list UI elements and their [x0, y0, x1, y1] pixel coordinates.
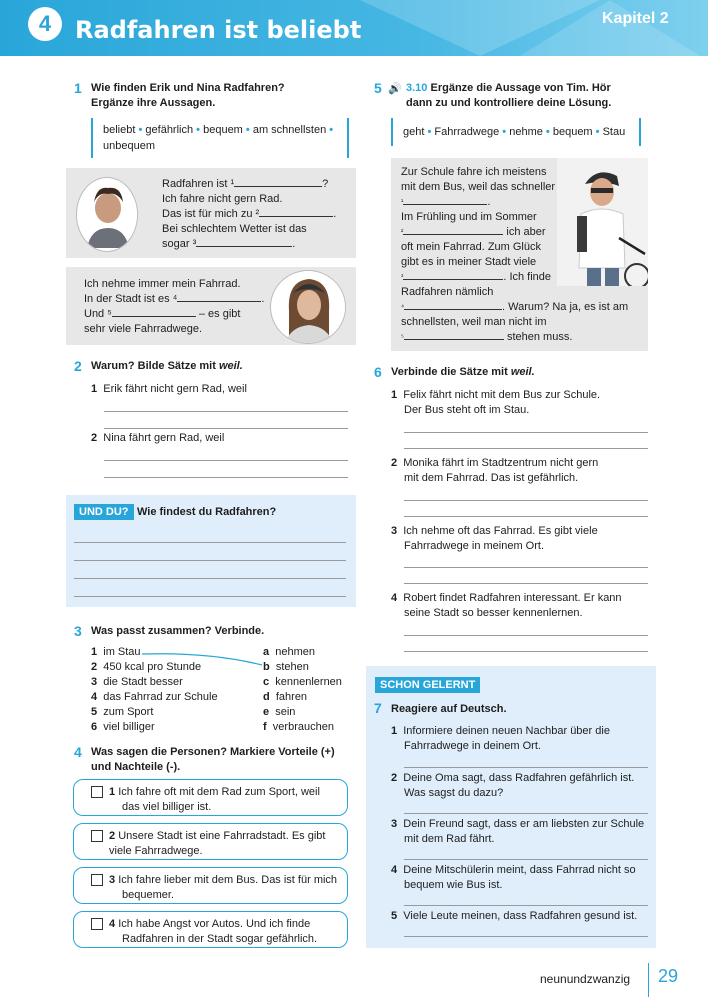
answer-line[interactable]: [74, 578, 346, 579]
exercise-4-instruction: Was sagen die Personen? Markiere Vorteile (+) und Nachteile (-).: [91, 746, 335, 773]
exercise-2-instruction: Warum? Bilde Sätze mit weil.: [91, 360, 243, 372]
answer-line[interactable]: [74, 596, 346, 597]
answer-line[interactable]: [104, 411, 348, 412]
exercise-2-item-1: 1 Erik fährt nicht gern Rad, weil: [91, 383, 247, 395]
exercise-6-item-2: 2 Monika fährt im Stadtzentrum nicht gern mit dem Fahrrad. Das ist gefährlich.: [391, 457, 599, 484]
erik-text: Radfahren ist ¹ ? Ich fahre nicht gern Rad. Das ist für mich zu ² . Bei schlechtem Wetter ist das sogar ³ .: [162, 178, 337, 250]
nina-text: Ich nehme immer mein Fahrrad. In der Stadt ist es ⁴ . Und ⁵ – es gibt sehr viele Fahrradwege.: [84, 278, 265, 335]
answer-line[interactable]: [404, 432, 648, 433]
exercise-1-word-box: beliebt • gefährlich • bequem • am schnellsten • unbequem: [91, 118, 349, 158]
exercise-6-item-1: 1 Felix fährt nicht mit dem Bus zur Schule. Der Bus steht oft im Stau.: [391, 389, 601, 416]
answer-line[interactable]: [104, 477, 348, 478]
statement-4-text: 4 Ich habe Angst vor Autos. Und ich finde Radfahren in der Stadt sogar gefährlich.: [109, 918, 318, 945]
answer-line[interactable]: [404, 859, 648, 860]
exercise-5-instruction: 3.10 Ergänze die Aussage von Tim. Hör dann zu und kontrolliere deine Lösung.: [406, 82, 612, 109]
exercise-6-item-3: 3 Ich nehme oft das Fahrrad. Es gibt viele Fahrradwege in meinem Ort.: [391, 525, 598, 552]
exercise-3-number: 3: [74, 623, 82, 639]
statement-1-text: 1 Ich fahre oft mit dem Rad zum Sport, weil das viel billiger ist.: [109, 786, 320, 813]
exercise-2-item-2: 2 Nina fährt gern Rad, weil: [91, 432, 225, 444]
page-number: 29: [658, 966, 679, 986]
answer-line[interactable]: [404, 936, 648, 937]
exercise-5-number: 5: [374, 80, 382, 96]
statement-3-text: 3 Ich fahre lieber mit dem Bus. Das ist für mich bequemer.: [109, 874, 338, 901]
statement-2-text: 2 Unsere Stadt ist eine Fahrradstadt. Es gibt viele Fahrradwege.: [109, 830, 326, 857]
answer-line[interactable]: [404, 516, 648, 517]
checkbox[interactable]: [91, 786, 103, 798]
blank-5[interactable]: [404, 339, 504, 340]
answer-line[interactable]: [404, 567, 648, 568]
answer-line[interactable]: [104, 460, 348, 461]
exercise-6-number: 6: [374, 364, 382, 380]
blank-4[interactable]: [404, 309, 502, 310]
exercise-1-instruction: Wie finden Erik und Nina Radfahren? Ergänze ihre Aussagen.: [91, 82, 285, 109]
page-number-word: neunundzwanzig: [540, 972, 631, 986]
exercise-7-item-4: 4 Deine Mitschülerin meint, dass Fahrrad nicht so bequem wie Bus ist.: [391, 864, 636, 891]
exercise-1-number: 1: [74, 80, 82, 96]
footer-divider: [648, 963, 649, 997]
erik-photo: [76, 177, 138, 252]
blank-5[interactable]: [112, 316, 196, 317]
exercise-7-instruction: Reagiere auf Deutsch.: [391, 703, 507, 715]
exercise-3-left-column: 1 im Stau 2 450 kcal pro Stunde 3 die Stadt besser 4 das Fahrrad zur Schule 5 zum Sport 6 viel billiger: [91, 646, 218, 733]
answer-line[interactable]: [404, 767, 648, 768]
chapter-number-badge: 4: [28, 7, 62, 41]
und-du-tag: UND DU?: [74, 504, 134, 520]
exercise-7-item-2: 2 Deine Oma sagt, dass Radfahren gefährlich ist. Was sagst du dazu?: [391, 772, 635, 799]
blank-1[interactable]: [403, 204, 487, 205]
answer-line[interactable]: [404, 635, 648, 636]
exercise-4-number: 4: [74, 744, 82, 760]
exercise-6-instruction: Verbinde die Sätze mit weil.: [391, 366, 535, 378]
answer-line[interactable]: [104, 428, 348, 429]
exercise-3-right-column: a nehmen b stehen c kennenlernen d fahren e sein f verbrauchen: [263, 646, 342, 733]
audio-speaker-icon[interactable]: 🔊: [388, 83, 402, 95]
schon-gelernt-tag: SCHON GELERNT: [375, 677, 480, 693]
exercise-5-word-box: geht • Fahrradwege • nehme • bequem • Stau: [391, 118, 641, 146]
answer-line[interactable]: [404, 651, 648, 652]
checkbox[interactable]: [91, 918, 103, 930]
answer-line[interactable]: [404, 813, 648, 814]
tim-text: Zur Schule fahre ich meistens mit dem Bus, weil das schneller $^{^1}$ . Im Frühling und im Sommer $^{^2}$ ich aber oft mein Fahrrad. Zum Glück gibt es in meiner Stadt viele $^{^3}$ . Ich finde Radfahren nämlich $^{^4}$ . Warum? Na ja, es ist am schnellsten, weil man nicht im $^{^5}$ stehen muss.: [401, 166, 629, 343]
und-du-question: Wie findest du Radfahren?: [137, 506, 277, 518]
answer-line[interactable]: [74, 560, 346, 561]
answer-line[interactable]: [404, 500, 648, 501]
answer-line[interactable]: [404, 583, 648, 584]
exercise-3-instruction: Was passt zusammen? Verbinde.: [91, 625, 265, 637]
exercise-7-number: 7: [374, 700, 382, 716]
answer-line[interactable]: [404, 905, 648, 906]
nina-photo: [270, 270, 346, 344]
blank-1[interactable]: [234, 186, 322, 187]
exercise-7-item-3: 3 Dein Freund sagt, dass er am liebsten zur Schule mit dem Rad fährt.: [391, 818, 645, 845]
exercise-7-item-1: 1 Informiere deinen neuen Nachbar über die Fahrradwege in deinem Ort.: [391, 725, 610, 752]
exercise-2-number: 2: [74, 358, 82, 374]
checkbox[interactable]: [91, 874, 103, 886]
page-title: Radfahren ist beliebt: [75, 16, 362, 44]
checkbox[interactable]: [91, 830, 103, 842]
blank-4[interactable]: [177, 301, 261, 302]
answer-line[interactable]: [74, 542, 346, 543]
exercise-7-item-5: 5 Viele Leute meinen, dass Radfahren gesund ist.: [391, 910, 638, 922]
blank-3[interactable]: [403, 279, 503, 280]
audio-track-number: 3.10: [406, 82, 428, 94]
exercise-6-item-4: 4 Robert findet Radfahren interessant. Er kann seine Stadt so besser kennenlernen.: [391, 592, 622, 619]
blank-2[interactable]: [403, 234, 503, 235]
blank-2[interactable]: [259, 216, 333, 217]
example-connection-line: [140, 650, 265, 670]
blank-3[interactable]: [196, 246, 292, 247]
chapter-label: Kapitel 2: [602, 10, 669, 27]
answer-line[interactable]: [404, 448, 648, 449]
